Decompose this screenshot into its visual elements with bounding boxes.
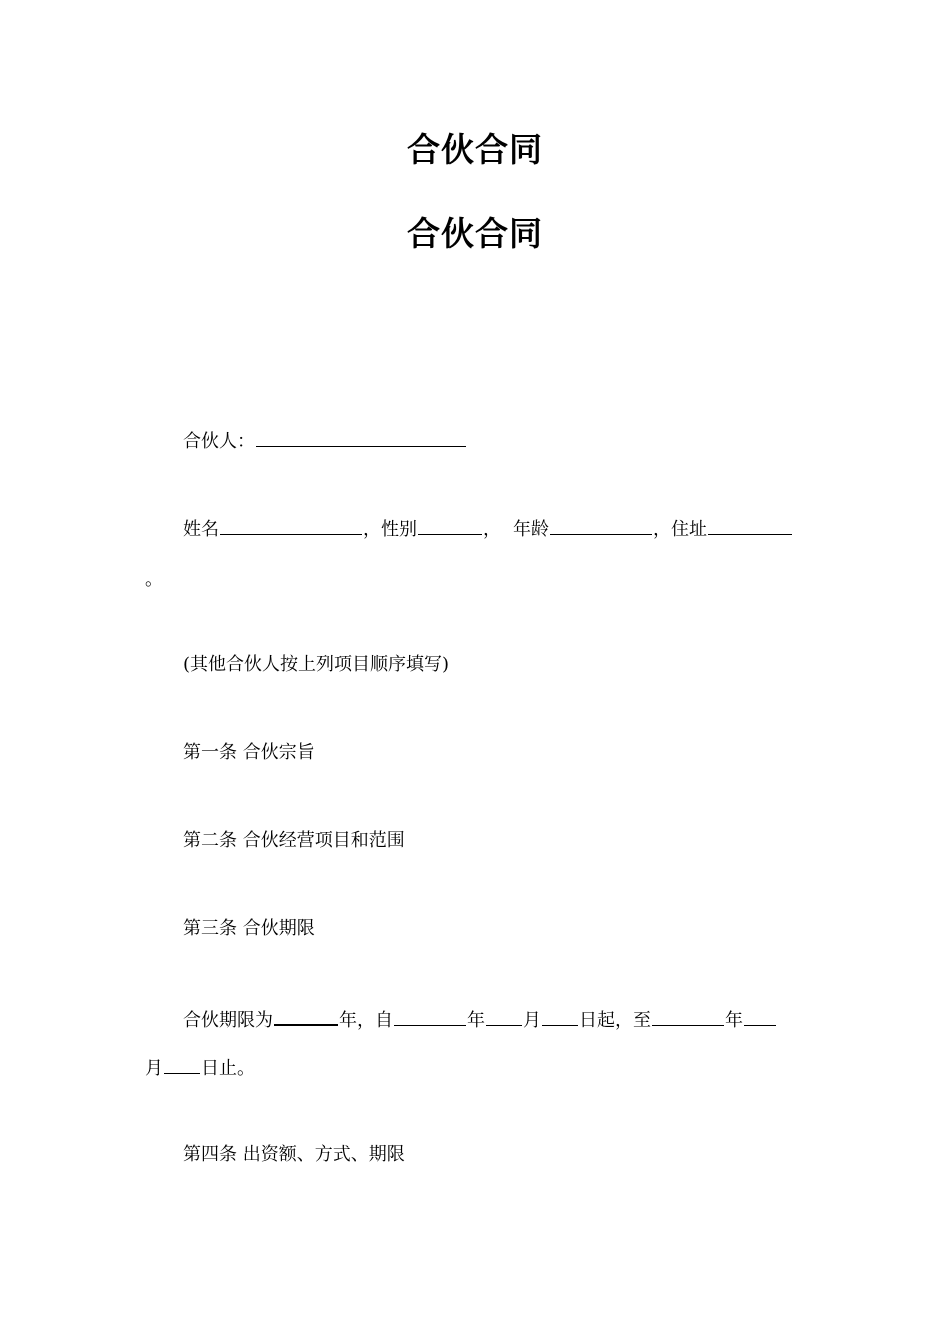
end-month-blank[interactable] [744, 1007, 776, 1026]
end-year-blank[interactable] [652, 1007, 724, 1026]
name-blank[interactable] [220, 516, 362, 535]
address-label: ，住址 [653, 519, 707, 540]
term-years-blank[interactable] [274, 1006, 338, 1026]
age-label: 年龄 [513, 519, 549, 540]
name-label: 姓名 [183, 519, 219, 540]
end-day-blank[interactable] [164, 1055, 200, 1074]
start-month-blank[interactable] [486, 1007, 522, 1026]
address-blank[interactable] [708, 516, 792, 535]
end-year-label: 年 [725, 1010, 743, 1031]
partner-line [183, 428, 467, 454]
partner-label: 合伙人： [183, 431, 255, 452]
document-title: 合伙合同 [407, 130, 543, 169]
start-day-blank[interactable] [542, 1007, 578, 1026]
term-line [183, 1006, 777, 1033]
age-blank[interactable] [550, 516, 652, 535]
end-month-label: 月 [145, 1058, 163, 1079]
term-to: 日起，至 [579, 1010, 651, 1031]
article-2: 第二条 合伙经营项目和范围 [183, 830, 405, 851]
term-from: 年，自 [339, 1010, 393, 1031]
article-4: 第四条 出资额、方式、期限 [183, 1144, 405, 1165]
gender-blank[interactable] [418, 516, 482, 535]
fill-note: (其他合伙人按上列项目顺序填写) [183, 654, 450, 675]
month-label: 月 [523, 1010, 541, 1031]
document-subtitle: 合伙合同 [407, 214, 543, 253]
term-line-continuation [145, 1055, 255, 1081]
partner-blank[interactable] [256, 428, 466, 447]
article-1: 第一条 合伙宗旨 [183, 742, 315, 763]
term-end: 日止。 [201, 1058, 255, 1079]
address-continuation: 。 [145, 569, 163, 590]
term-prefix: 合伙期限为 [183, 1010, 273, 1031]
year-label: 年 [467, 1010, 485, 1031]
gender-label: ，性别 [363, 519, 417, 540]
article-3: 第三条 合伙期限 [183, 918, 315, 939]
start-year-blank[interactable] [394, 1007, 466, 1026]
separator: ， [483, 519, 501, 540]
partner-info-line [183, 516, 793, 542]
